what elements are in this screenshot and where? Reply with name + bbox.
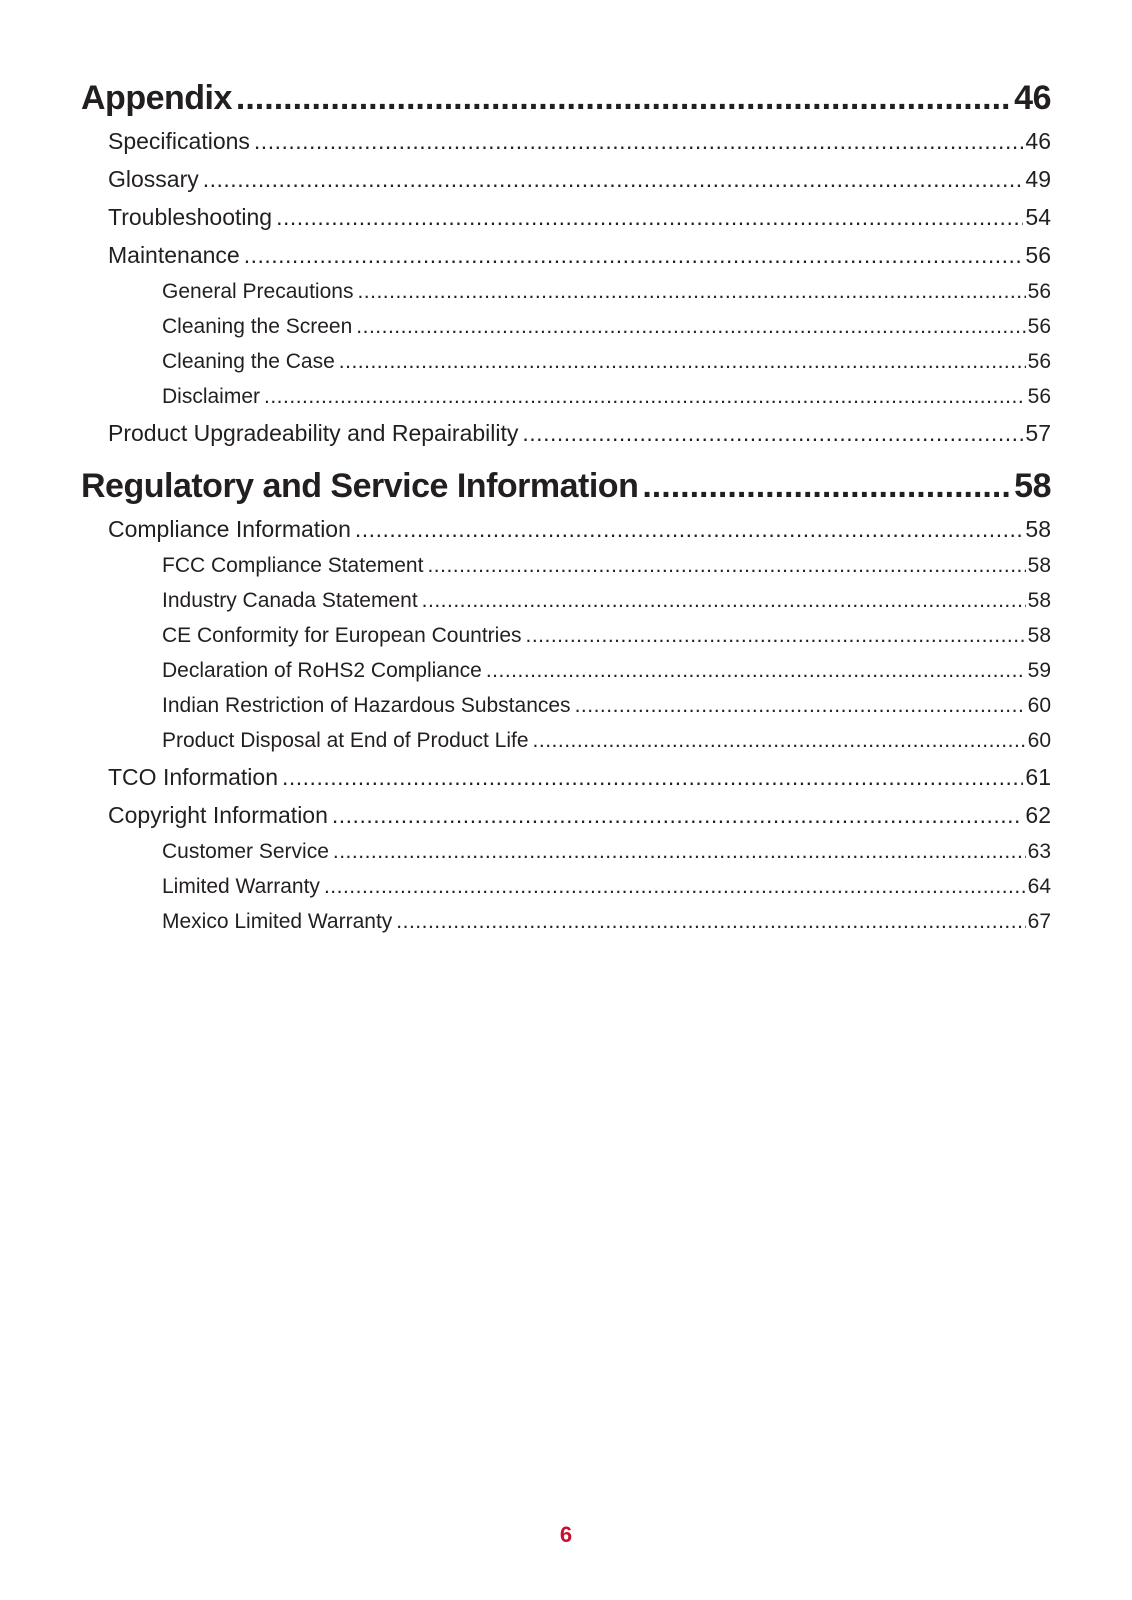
toc-entry-label: Industry Canada Statement bbox=[162, 589, 418, 612]
dot-leader bbox=[486, 653, 1026, 688]
toc-subentry-industry-canada[interactable] bbox=[81, 583, 1051, 618]
dot-leader bbox=[264, 379, 1026, 414]
toc-page-number: 60 bbox=[1027, 694, 1051, 717]
dot-leader bbox=[276, 198, 1023, 236]
toc-entry-label: Specifications bbox=[108, 128, 250, 154]
toc-page-number: 67 bbox=[1027, 910, 1051, 933]
toc-subentry-mexico-limited-warranty[interactable] bbox=[81, 904, 1051, 939]
toc-page-number: 56 bbox=[1027, 350, 1051, 373]
toc-subentry-ce-conformity[interactable] bbox=[81, 618, 1051, 653]
dot-leader bbox=[254, 122, 1023, 160]
dot-leader bbox=[333, 834, 1026, 869]
toc-subentry-rohs2[interactable] bbox=[81, 653, 1051, 688]
toc-entry-label: Limited Warranty bbox=[162, 875, 320, 898]
toc-entry-maintenance[interactable] bbox=[81, 236, 1051, 274]
toc-page-number: 58 bbox=[1027, 624, 1051, 647]
toc-page-number: 54 bbox=[1025, 204, 1051, 230]
toc-page-number: 63 bbox=[1027, 840, 1051, 863]
dot-leader bbox=[356, 309, 1025, 344]
toc-heading-regulatory[interactable] bbox=[81, 462, 1051, 510]
dot-leader bbox=[355, 510, 1024, 548]
toc-entry-label: Product Upgradeability and Repairability bbox=[108, 420, 519, 446]
toc-subentry-cleaning-screen[interactable] bbox=[81, 309, 1051, 344]
toc-entry-specifications[interactable] bbox=[81, 122, 1051, 160]
toc-heading-label: Appendix bbox=[81, 79, 232, 117]
toc-page-number: 59 bbox=[1027, 659, 1051, 682]
toc-page-number: 58 bbox=[1014, 467, 1051, 505]
dot-leader bbox=[357, 274, 1025, 309]
toc-entry-label: Glossary bbox=[108, 166, 199, 192]
dot-leader bbox=[244, 236, 1024, 274]
toc-entry-label: CE Conformity for European Countries bbox=[162, 624, 522, 647]
toc-heading-appendix[interactable] bbox=[81, 74, 1051, 122]
dot-leader bbox=[427, 548, 1025, 583]
dot-leader bbox=[522, 414, 1023, 452]
toc-entry-troubleshooting[interactable] bbox=[81, 198, 1051, 236]
toc-subentry-customer-service[interactable] bbox=[81, 834, 1051, 869]
dot-leader bbox=[339, 344, 1026, 379]
toc-entry-compliance-information[interactable] bbox=[81, 510, 1051, 548]
table-of-contents bbox=[81, 74, 1051, 939]
toc-entry-label: Indian Restriction of Hazardous Substances bbox=[162, 694, 571, 717]
page-number: 6 bbox=[559, 1522, 573, 1547]
toc-page-number: 58 bbox=[1025, 516, 1051, 542]
toc-entry-copyright-information[interactable] bbox=[81, 796, 1051, 834]
dot-leader bbox=[533, 723, 1026, 758]
dot-leader bbox=[642, 462, 1012, 510]
toc-page-number: 56 bbox=[1027, 385, 1051, 408]
toc-entry-label: Cleaning the Screen bbox=[162, 315, 353, 338]
toc-page-number: 56 bbox=[1025, 242, 1051, 268]
toc-entry-label: Cleaning the Case bbox=[162, 350, 335, 373]
toc-entry-glossary[interactable] bbox=[81, 160, 1051, 198]
toc-subentry-fcc-compliance[interactable] bbox=[81, 548, 1051, 583]
dot-leader bbox=[236, 74, 1012, 122]
toc-subentry-disclaimer[interactable] bbox=[81, 379, 1051, 414]
toc-subentry-limited-warranty[interactable] bbox=[81, 869, 1051, 904]
toc-entry-tco-information[interactable] bbox=[81, 758, 1051, 796]
toc-page-number: 62 bbox=[1025, 802, 1051, 828]
toc-page-number: 46 bbox=[1025, 128, 1051, 154]
toc-page-number: 46 bbox=[1014, 79, 1051, 117]
toc-subentry-general-precautions[interactable] bbox=[81, 274, 1051, 309]
toc-page-number: 60 bbox=[1027, 729, 1051, 752]
toc-entry-label: General Precautions bbox=[162, 280, 354, 303]
toc-entry-label: Customer Service bbox=[162, 840, 329, 863]
toc-page-number: 58 bbox=[1027, 554, 1051, 577]
dot-leader bbox=[422, 583, 1026, 618]
toc-entry-label: Troubleshooting bbox=[108, 204, 273, 230]
dot-leader bbox=[324, 869, 1026, 904]
toc-entry-label: FCC Compliance Statement bbox=[162, 554, 424, 577]
toc-subentry-indian-restriction[interactable] bbox=[81, 688, 1051, 723]
toc-page-number: 61 bbox=[1025, 764, 1051, 790]
toc-page-number: 64 bbox=[1027, 875, 1051, 898]
toc-page-number: 49 bbox=[1025, 166, 1051, 192]
toc-subentry-cleaning-case[interactable] bbox=[81, 344, 1051, 379]
dot-leader bbox=[575, 688, 1026, 723]
toc-page-number: 56 bbox=[1027, 315, 1051, 338]
toc-entry-label: Declaration of RoHS2 Compliance bbox=[162, 659, 482, 682]
toc-entry-product-upgradeability[interactable] bbox=[81, 414, 1051, 452]
dot-leader bbox=[396, 904, 1025, 939]
toc-page-number: 58 bbox=[1027, 589, 1051, 612]
dot-leader bbox=[526, 618, 1026, 653]
toc-entry-label: Compliance Information bbox=[108, 516, 351, 542]
dot-leader bbox=[332, 796, 1024, 834]
toc-entry-label: Product Disposal at End of Product Life bbox=[162, 729, 529, 752]
toc-subentry-product-disposal[interactable] bbox=[81, 723, 1051, 758]
toc-page-number: 56 bbox=[1027, 280, 1051, 303]
dot-leader bbox=[282, 758, 1023, 796]
toc-entry-label: Mexico Limited Warranty bbox=[162, 910, 393, 933]
toc-entry-label: Copyright Information bbox=[108, 802, 328, 828]
toc-page-number: 57 bbox=[1025, 420, 1051, 446]
toc-heading-label: Regulatory and Service Information bbox=[81, 467, 639, 505]
toc-entry-label: Disclaimer bbox=[162, 385, 261, 408]
toc-entry-label: TCO Information bbox=[108, 764, 278, 790]
toc-entry-label: Maintenance bbox=[108, 242, 240, 268]
dot-leader bbox=[203, 160, 1024, 198]
